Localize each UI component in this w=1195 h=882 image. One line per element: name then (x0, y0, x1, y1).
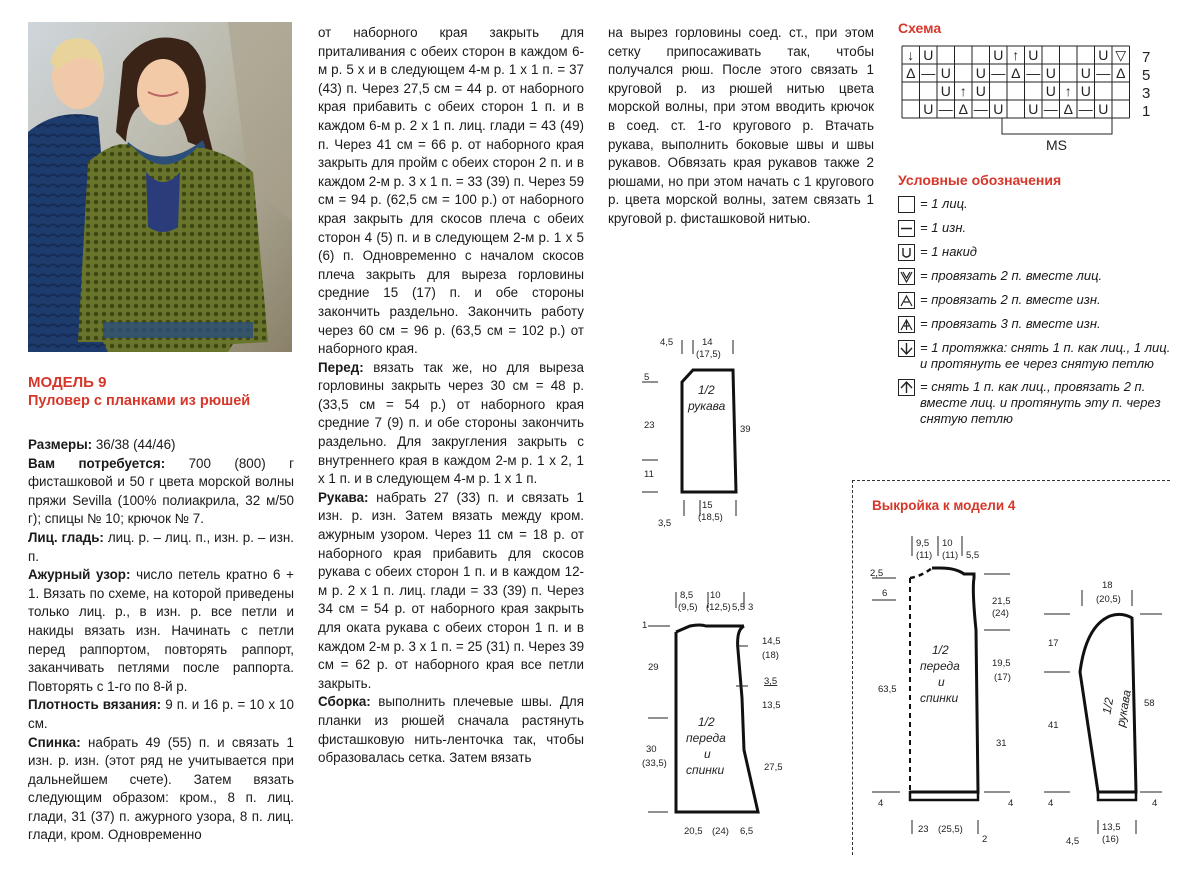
legend (898, 196, 1178, 434)
chart-cell-symbol: U (1045, 83, 1056, 99)
knit-two-together-icon (898, 268, 915, 285)
chart-row-1: 1 (1142, 103, 1151, 120)
dim-label: 20,5 (684, 826, 703, 837)
piece-label: и (704, 747, 711, 761)
paragraph-sizes (28, 436, 294, 455)
chart-cell-symbol: U (975, 83, 986, 99)
purl-three-together-icon (898, 316, 915, 333)
legend-title: Условные обозначения (898, 172, 1062, 188)
dim-label: 23 (644, 420, 655, 431)
dim-label: 3,5 (658, 518, 672, 529)
chart-row-5: 5 (1142, 67, 1151, 84)
dim-label: 4 (1008, 798, 1014, 809)
sizes-text: 36/38 (44/46) (92, 437, 176, 452)
chart-cell-symbol: Δ (1063, 101, 1073, 117)
dim-label: 6 (882, 588, 888, 599)
dim-label: 5,5 (966, 550, 980, 561)
stockinette-text: лиц. р. – лиц. п., изн. р. – изн. п. (28, 529, 294, 564)
legend-text: = 1 протяжка: снять 1 п. как лиц., 1 лиц. и протянуть ее через снятую петлю (920, 340, 1171, 371)
materials-label: Вам потребуется: (28, 455, 166, 471)
piece-label: 1/2 (698, 715, 715, 729)
front-text: вязать так же, но для выреза горловины закрыть через 30 см = 48 р. (33,5 см = 54 р.) от наборного края средние 7 (9) п. и обе стороны закончить раздельно. Для закругления закрыть с внутреннего края в каждом 2-м р. 1 х 2, 1 х 1 п. и в следующем 4-м р. 1 х 1 п. (318, 359, 584, 487)
dim-label: (18,5) (698, 512, 723, 523)
dim-label: 9,5 (916, 538, 930, 549)
dim-label: 10 (710, 590, 721, 601)
legend-text: = провязать 3 п. вместе изн. (920, 316, 1101, 331)
assembly-text: выполнить плечевые швы. Для планки из рюшей сначала растянуть фисташковую нить-ленточка так, чтобы образовалась сетка. Затем вязать (318, 694, 584, 766)
legend-text: = 1 накид (920, 244, 977, 259)
chart-cell-symbol: U (923, 101, 934, 117)
chart-row-7: 7 (1142, 49, 1151, 66)
dim-label: 19,5 (992, 658, 1011, 669)
dim-label: (11) (916, 550, 933, 561)
dim-label: 4 (878, 798, 884, 809)
dim-label: 13,5 (762, 700, 781, 711)
dim-label: 8,5 (680, 590, 694, 601)
legend-row-purl (898, 220, 1178, 237)
dim-label: (12,5) (706, 602, 731, 613)
paragraph-gauge (28, 696, 294, 733)
instructions-column-3 (608, 24, 874, 229)
dim-label: 14 (702, 337, 713, 348)
chart-cell-symbol: — (973, 101, 988, 117)
piece-label: спинки (920, 691, 959, 705)
back-text: набрать 49 (55) п. и связать 1 изн. р. изн. (этот ряд не учитывается при дальнейшем счете). Затем вязать следующим образом: кром., 8 п. лиц. глади, 31 (37) п. ажурного узора, 8 п. лиц. глади, кром. Одновременно (28, 734, 294, 843)
dim-label: 2,5 (870, 568, 884, 579)
chart-cell-symbol: Δ (958, 101, 968, 117)
paragraph-stockinette (28, 529, 294, 566)
purl-icon (898, 220, 915, 237)
dim-label: 11 (644, 469, 654, 480)
dim-label: 6,5 (740, 826, 754, 837)
arrow-down-icon (898, 340, 915, 357)
gauge-label: Плотность вязания: (28, 697, 162, 713)
legend-row-k2tog (898, 268, 1178, 285)
legend-row-p3tog (898, 316, 1178, 333)
chart-cell-symbol: U (1098, 47, 1109, 63)
back-label: Спинка: (28, 734, 81, 750)
knit-icon (898, 196, 915, 213)
dim-label: 17 (1048, 638, 1059, 649)
dim-label: 2 (982, 834, 988, 845)
sleeves-text: набрать 27 (33) п. и связать 1 изн. р. изн. Затем вязать между кром. ажурным узором. Через 11 см = 18 р. от наборного края прибавить для скосов рукава с обеих сторон 1 п. и в каждом 12-м р. 2 х 1 п. лиц. глади = 33 (39) п. Через 34 см = 54 р. от наборного края закрыть для оката рукава с обеих сторон 1 п. и в каждом 2-м р. 3 х 1 п. = 25 (31) п. Через 39 см = 62 р. от наборного края все петли закрыть. (318, 489, 585, 691)
instructions-column-2 (318, 24, 584, 768)
scheme-title: Схема (898, 20, 942, 36)
stockinette-label: Лиц. гладь: (28, 529, 104, 545)
repeat-label: MS (1046, 137, 1067, 153)
dim-label: 39 (740, 424, 751, 435)
dim-label: 18 (1102, 580, 1113, 591)
materials-text: 700 (800) г фисташковой и 50 г цвета морской волны пряжи Sevilla (100% полиакрила, 32 м/50 г); спицы № 10; крючок № 7. (28, 455, 294, 527)
chart-cell-symbol: — (1026, 65, 1041, 81)
dim-label: (17,5) (696, 349, 721, 360)
chart-cell-symbol: ↑ (1064, 83, 1072, 99)
chart-cell-symbol: Δ (1116, 65, 1126, 81)
chart-cell-symbol: ▽ (1115, 47, 1127, 63)
piece-label: рукава (688, 399, 726, 413)
dim-label: (24) (712, 826, 729, 837)
chart-cell-symbol: — (1078, 101, 1093, 117)
chart-cell-symbol: — (991, 65, 1006, 81)
dim-label: 13,5 (1102, 822, 1121, 833)
paragraph-lace (28, 566, 294, 696)
chart-cell-symbol: ↑ (959, 83, 967, 99)
chart-cell-symbol: U (940, 65, 951, 81)
model-title-block (28, 373, 298, 411)
dim-label: 41 (1048, 720, 1059, 731)
model-number: МОДЕЛЬ 9 (28, 374, 107, 391)
chart-cell-symbol: U (1028, 47, 1039, 63)
dim-label: (9,5) (678, 602, 698, 613)
dim-label: 29 (648, 662, 659, 673)
chart-cell-symbol: U (923, 47, 934, 63)
dim-label: 15 (702, 500, 713, 511)
paragraph-assembly-continued: на вырез горловины соед. ст., при этом сетку припосаживать так, чтобы получался рюш. После этого связать 1 круговой р. из рюшей нитью цвета морской волны, при этом вводить крючок в соед. ст. 1-го кругового р. Втачать рукава, выполнить боковые швы и швы рукавов. Обвязать края рукавов также 2 рюшами, но при этом начать с 1 кругового р. цвета морской волны, затем связать 1 круговой р. фисташковой нитью. (608, 25, 874, 226)
body-pattern-model-9 (640, 586, 790, 846)
piece-label: 1/2 (1099, 696, 1117, 716)
chart-cell-symbol: — (921, 65, 936, 81)
legend-text: = 1 изн. (920, 220, 967, 235)
dim-label: 31 (996, 738, 1007, 749)
chart-cell-symbol: — (1096, 65, 1111, 81)
chart-cell-symbol: U (1080, 65, 1091, 81)
dim-label: (16) (1102, 834, 1119, 845)
dim-label: 3,5 (764, 676, 778, 687)
dim-label: 1 (642, 620, 648, 631)
chart-row-3: 3 (1142, 85, 1151, 102)
legend-row-skp (898, 340, 1178, 372)
chart-cell-symbol: — (1043, 101, 1058, 117)
chart-cell-symbol: — (938, 101, 953, 117)
chart-cell-symbol: U (1045, 65, 1056, 81)
dim-label: (11) (942, 550, 959, 561)
chart-cell-symbol: U (1028, 101, 1039, 117)
piece-label: и (938, 675, 945, 689)
dim-label: (18) (762, 650, 779, 661)
dim-label: (24) (992, 608, 1009, 619)
front-label: Перед: (318, 359, 364, 375)
chart-cell-symbol: U (975, 65, 986, 81)
dim-label: (20,5) (1096, 594, 1121, 605)
piece-label: 1/2 (932, 643, 949, 657)
chart-cell-symbol: U (1080, 83, 1091, 99)
paragraph-back-continued: от наборного края закрыть для приталивания с обеих сторон в каждом 6-м р. 5 х и в следующем 4-м р. 1 х 1 п. = 37 (43) п. Через 27,5 см = 44 р. от наборного края прибавить с обеих сторон 1 п. и в каждом 6-м р. 2 х 1 п. лиц. глади = 43 (49) п. Через 41 см = 66 р. от наборного края закрыть для пройм с обеих сторон 2 п. и в каждом 2-м р. 3 х 1 п. = 33 (39) п. Через 59 см = 94 р. (62,5 см = 100 р.) от наборного края закрыть для скосов плеча с обеих сторон 4 (5) п. и в следующем 2-м р. 1 х 5 (6) п. Одновременно с началом скосов плеча закрыть для выреза горловины средние 15 (17) п. и обе стороны закончить раздельно. Закончить работу через 60 см = 96 р. (63,5 см = 102 р.) от наборного края. (318, 25, 585, 357)
legend-row-p2tog (898, 292, 1178, 309)
legend-text: = провязать 2 п. вместе изн. (920, 292, 1101, 307)
dim-label: 14,5 (762, 636, 781, 647)
purl-two-together-icon (898, 292, 915, 309)
dim-label: 63,5 (878, 684, 897, 695)
chart-cell-symbol: ↓ (907, 47, 915, 63)
dim-label: 4,5 (660, 337, 674, 348)
arrow-up-icon (898, 379, 915, 396)
chart-cell-symbol: U (993, 47, 1004, 63)
legend-text: = провязать 2 п. вместе лиц. (920, 268, 1103, 283)
dim-label: 5 (644, 372, 650, 383)
dim-label: 58 (1144, 698, 1155, 709)
paragraph-back (28, 734, 294, 846)
assembly-label: Сборка: (318, 694, 371, 710)
dim-label: 27,5 (764, 762, 783, 773)
model-photo (28, 22, 292, 352)
sleeve-pattern-model-9 (640, 332, 760, 532)
model-subtitle: Пуловер с планками из рюшей (28, 393, 251, 409)
sleeves-label: Рукава: (318, 489, 369, 505)
legend-row-yarnover (898, 244, 1178, 261)
chart-cell-symbol: Δ (1011, 65, 1021, 81)
dim-label: 5,5 (732, 602, 746, 613)
dim-label: 23 (918, 824, 929, 835)
dim-label: 30 (646, 744, 657, 755)
piece-label: 1/2 (698, 383, 715, 397)
piece-label: переда (920, 659, 960, 673)
piece-label: рукава (1113, 688, 1134, 728)
sleeve-pattern-model-4 (1040, 576, 1170, 852)
knitting-chart (896, 44, 1166, 156)
dim-label: (25,5) (938, 824, 963, 835)
chart-cell-symbol: ↑ (1012, 47, 1020, 63)
dim-label: 21,5 (992, 596, 1011, 607)
sizes-label: Размеры: (28, 437, 93, 452)
piece-label: переда (686, 731, 726, 745)
body-pattern-model-4 (860, 530, 1030, 850)
legend-row-knit (898, 196, 1178, 213)
dim-label: 4,5 (1066, 836, 1080, 847)
pattern-4-title: Выкройка к модели 4 (872, 498, 1016, 513)
body-outline (676, 626, 758, 812)
dim-label: (33,5) (642, 758, 667, 769)
chart-cell-symbol: U (1098, 101, 1109, 117)
lace-label: Ажурный узор: (28, 567, 131, 583)
chart-cell-symbol: Δ (906, 65, 916, 81)
chart-cell-symbol: U (993, 101, 1004, 117)
paragraph-front (318, 359, 584, 489)
yarn-over-icon (898, 244, 915, 261)
chart-cell-symbol: U (940, 83, 951, 99)
lace-text: число петель кратно 6 + 1. Вязать по схеме, на которой приведены только лиц. р., в изн. р. все петли и накиды вязать изн. Начинать с петли перед раппортом, повторять раппорт, заканчивать петлями после раппорта. Повторять с 1-го по 8-й р. (28, 567, 294, 694)
gauge-text: 9 п. и 16 р. = 10 х 10 см. (28, 697, 294, 731)
legend-text: = снять 1 п. как лиц., провязать 2 п. вместе лиц. и протянуть эту п. через снятую петлю (920, 379, 1161, 426)
instructions-column-1 (28, 436, 294, 845)
dim-label: (17) (994, 672, 1011, 683)
dim-label: 4 (1152, 798, 1158, 809)
piece-label: спинки (686, 763, 725, 777)
dim-label: 10 (942, 538, 953, 549)
paragraph-materials (28, 455, 294, 529)
legend-row-sk2p (898, 379, 1178, 427)
legend-text: = 1 лиц. (920, 196, 968, 211)
paragraph-sleeves (318, 489, 584, 694)
paragraph-assembly (318, 693, 584, 767)
dim-label: 3 (748, 602, 754, 613)
dim-label: 4 (1048, 798, 1054, 809)
